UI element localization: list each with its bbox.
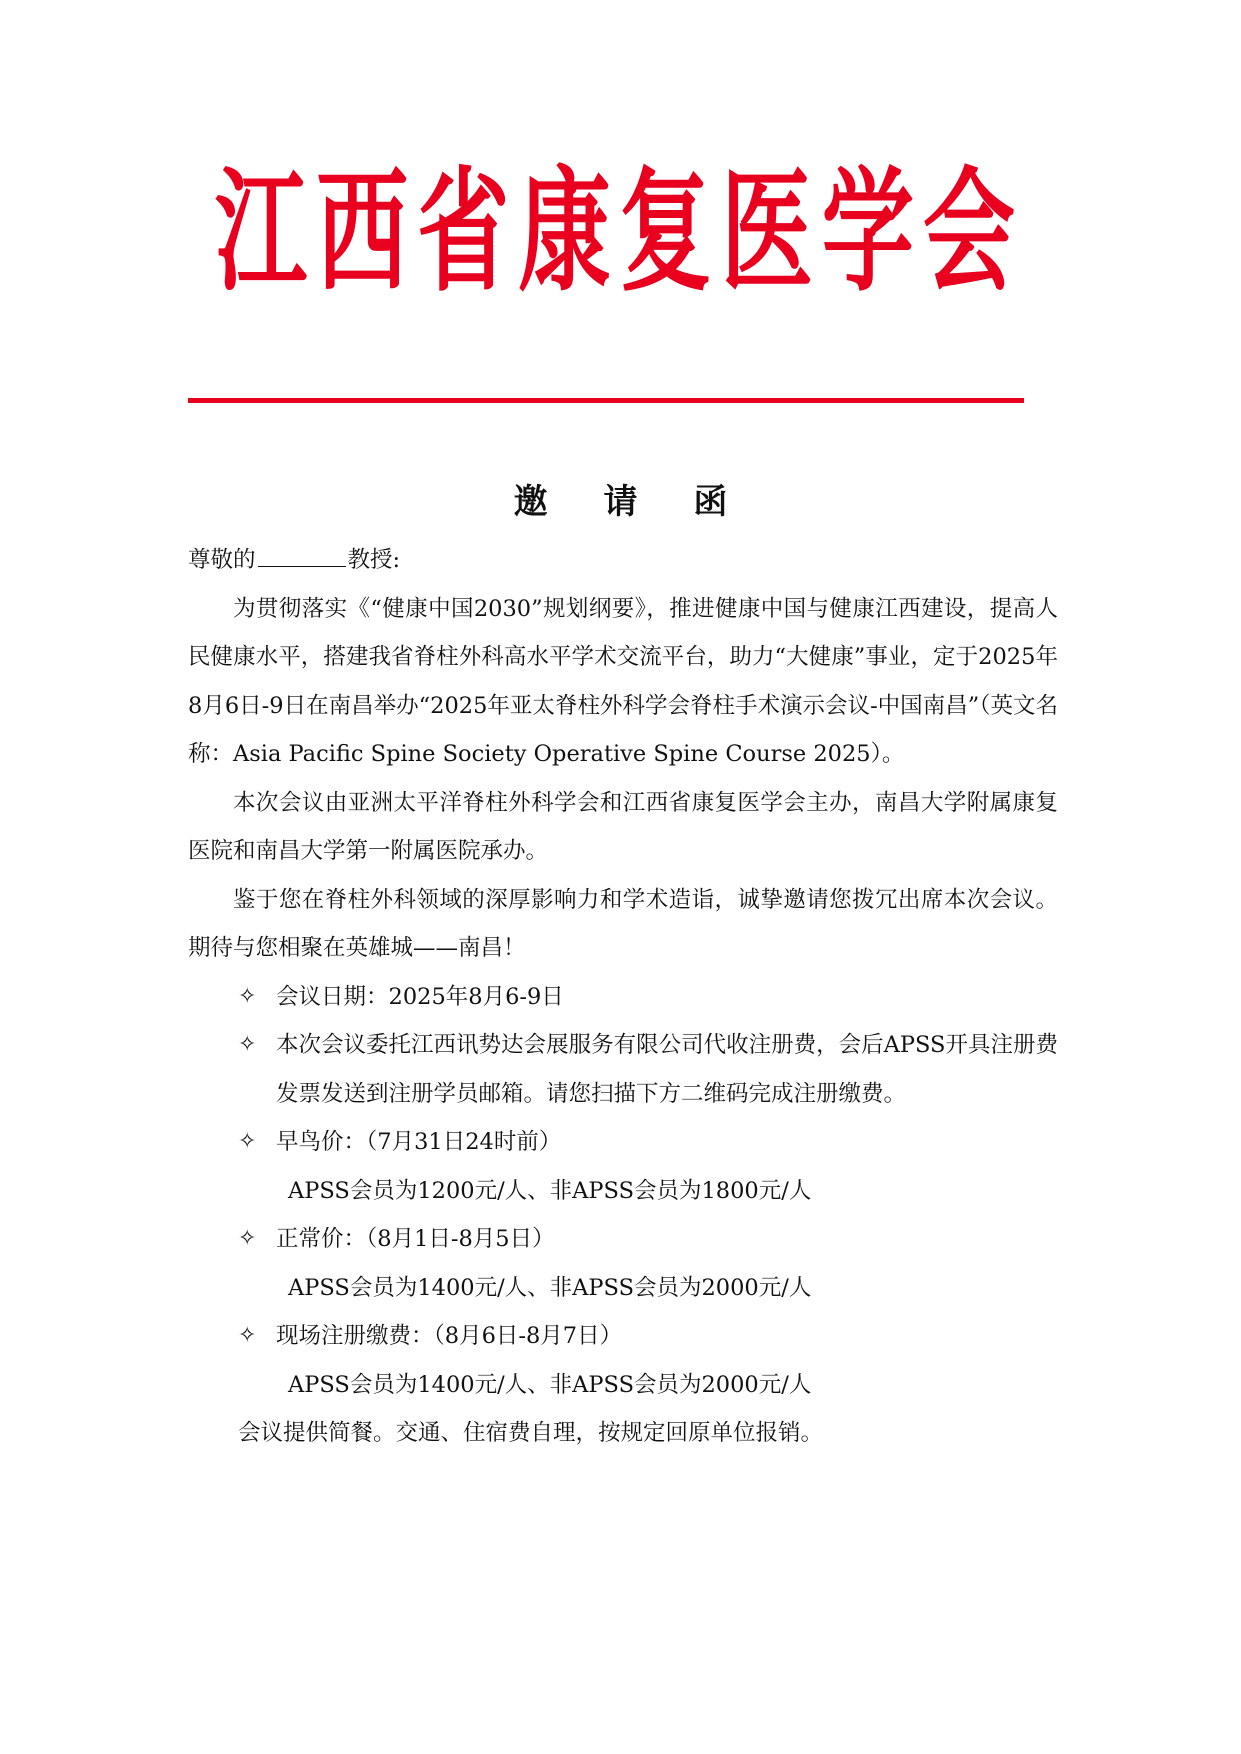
diamond-bullet-icon: ✧ [238, 1129, 257, 1154]
price-detail-onsite: APSS会员为1400元/人、非APSS会员为2000元/人 [288, 1371, 812, 1398]
letterhead-char: 复 [619, 154, 712, 310]
diamond-bullet-icon: ✧ [238, 1323, 257, 1348]
diamond-bullet-icon: ✧ [238, 1226, 257, 1251]
list-item-text: 早鸟价：（7月31日24时前） [276, 1129, 562, 1155]
list-item-onsite [188, 1312, 1058, 1361]
list-item-registration [188, 1021, 1058, 1118]
list-item-text: 现场注册缴费：（8月6日-8月7日） [276, 1323, 623, 1349]
letterhead-char: 省 [417, 154, 510, 310]
paragraph-invitation: 鉴于您在脊柱外科领域的深厚影响力和学术造诣，诚挚邀请您拨冗出席本次会议。期待与您相聚在英雄城——南昌！ [188, 886, 1058, 961]
closing-note: 会议提供简餐。交通、住宿费自理，按规定回原单位报销。 [238, 1420, 824, 1446]
letterhead-char: 康 [518, 154, 611, 310]
list-item-regular [188, 1215, 1058, 1264]
salutation [188, 536, 1058, 585]
document-title: 邀 请 函 [513, 482, 750, 522]
letterhead-char: 江 [215, 154, 308, 310]
letterhead-char: 西 [316, 154, 409, 310]
diamond-bullet-icon: ✧ [238, 1032, 257, 1057]
letterhead-char: 学 [821, 154, 914, 310]
list-item-text: 本次会议委托江西讯势达会展服务有限公司代收注册费，会后APSS开具注册费发票发送到注册学员邮箱。请您扫描下方二维码完成注册缴费。 [276, 1032, 1058, 1107]
letterhead-char: 医 [720, 154, 813, 310]
letter-body [188, 536, 1058, 1458]
price-detail-regular: APSS会员为1400元/人、非APSS会员为2000元/人 [288, 1274, 812, 1301]
salutation-prefix: 尊敬的 [188, 547, 256, 573]
diamond-bullet-icon: ✧ [238, 983, 257, 1009]
price-detail-early-bird: APSS会员为1200元/人、非APSS会员为1800元/人 [288, 1177, 812, 1204]
paragraph-purpose: 为贯彻落实《“健康中国2030”规划纲要》，推进健康中国与健康江西建设，提高人民健康水平，搭建我省脊柱外科高水平学术交流平台，助力“大健康”事业，定于2025年8月6日-9日在南昌举办“2025年亚太脊柱外科学会脊柱手术演示会议-中国南昌”（英文名称：Asia Pacific Spine Society Operative Spine Course 2025）。 [188, 595, 1058, 767]
list-item-date [188, 973, 1058, 1022]
paragraph-organizers: 本次会议由亚洲太平洋脊柱外科学会和江西省康复医学会主办，南昌大学附属康复医院和南昌大学第一附属医院承办。 [188, 789, 1058, 864]
letterhead-divider [188, 398, 1024, 403]
letterhead-org-name [215, 154, 1015, 310]
letterhead-char: 会 [922, 154, 1015, 310]
salutation-suffix: 教授: [347, 547, 401, 573]
list-item-text: 正常价：（8月1日-8月5日） [276, 1226, 555, 1252]
list-item-early-bird [188, 1118, 1058, 1167]
list-item-text: 会议日期：2025年8月6-9日 [276, 983, 564, 1010]
name-blank [258, 538, 346, 567]
